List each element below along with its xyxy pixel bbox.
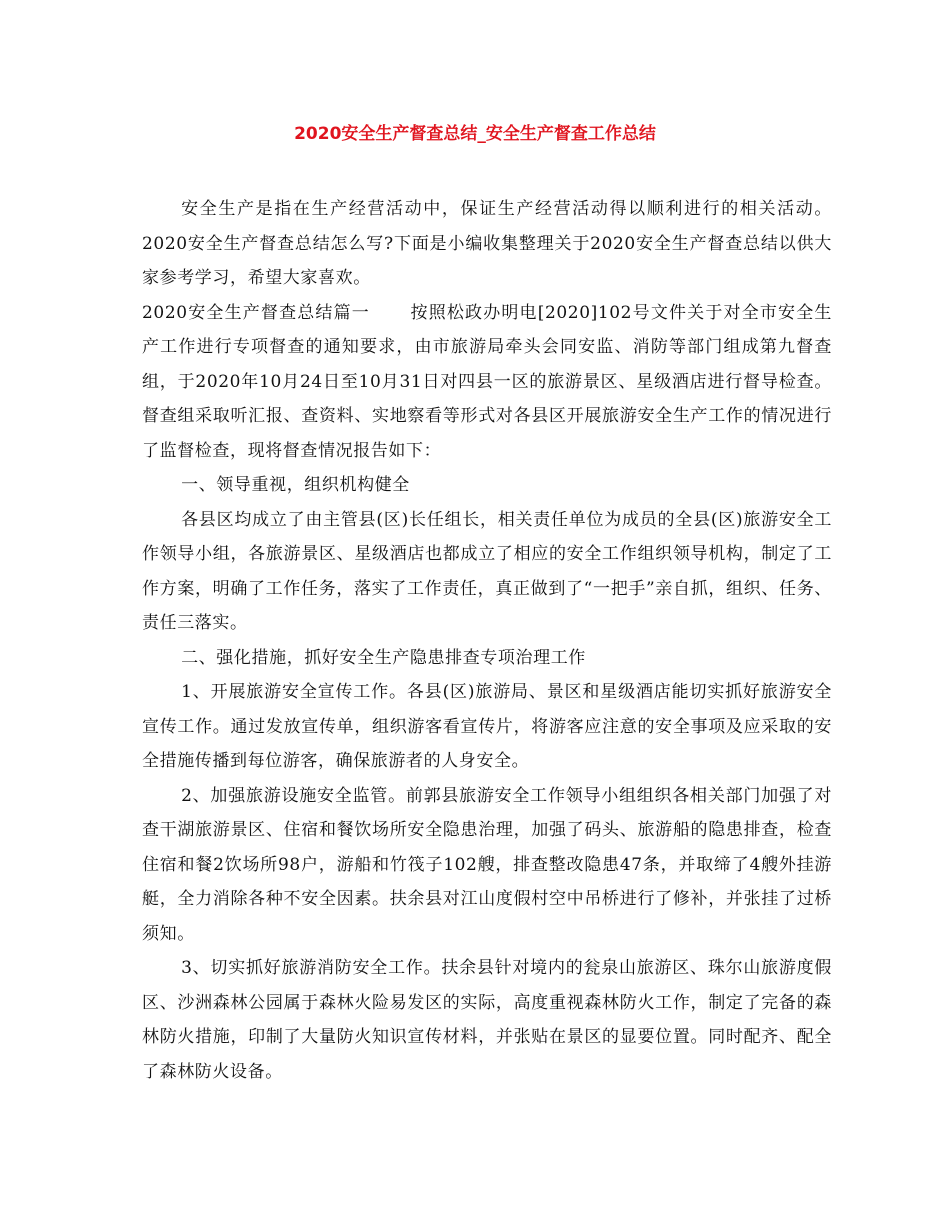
section-lead: 2020安全生产督查总结篇一 bbox=[142, 302, 370, 323]
paragraph-item-3: 3、切实抓好旅游消防安全工作。扶余县针对境内的瓮泉山旅游区、珠尔山旅游度假区、沙洲森林公园属于森林火险易发区的实际，高度重视森林防火工作，制定了完备的森林防火措施，印制了大量防火知识宣传材料，并张贴在景区的显要位置。同时配齐、配全了森林防火设备。 bbox=[142, 958, 832, 1082]
section-one-text: 按照松政办明电[2020]102号文件关于对全市安全生产工作进行专项督查的通知要求，由市旅游局牵头会同安监、消防等部门组成第九督查组，于2020年10月24日至10月31日对四县一区的旅游景区、星级酒店进行督导检查。督查组采取听汇报、查资料、实地察看等形式对各县区开展旅游安全生产工作的情况进行了监督检查，现将督查情况报告如下： bbox=[142, 302, 832, 461]
section-one-paragraph bbox=[142, 296, 832, 469]
heading-two: 二、强化措施，抓好安全生产隐患排查专项治理工作 bbox=[181, 647, 586, 668]
heading-one: 一、领导重视，组织机构健全 bbox=[181, 475, 410, 495]
document-body bbox=[142, 192, 832, 1089]
paragraph-item-2: 2、加强旅游设施安全监管。前郭县旅游安全工作领导小组组织各相关部门加强了对查干湖旅游景区、住宿和餐饮场所安全隐患治理，加强了码头、旅游船的隐患排查，检查住宿和餐2饮场所98户，游船和竹筏子102艘，排查整改隐患47条，并取缔了4艘外挂游艇，全力消除各种不安全因素。扶余县对江山度假村空中吊桥进行了修补，并张挂了过桥须知。 bbox=[142, 785, 832, 944]
intro-paragraph: 安全生产是指在生产经营活动中，保证生产经营活动得以顺利进行的相关活动。2020安全生产督查总结怎么写?下面是小编收集整理关于2020安全生产督查总结以供大家参考学习，希望大家喜欢。 bbox=[142, 199, 832, 288]
document-title: 2020安全生产督查总结_安全生产督查工作总结 bbox=[294, 124, 656, 144]
paragraph-item-1: 1、开展旅游安全宣传工作。各县(区)旅游局、景区和星级酒店能切实抓好旅游安全宣传工作。通过发放宣传单，组织游客看宣传片，将游客应注意的安全事项及应采取的安全措施传播到每位游客，确保旅游者的人身安全。 bbox=[142, 682, 832, 771]
paragraph-leadership: 各县区均成立了由主管县(区)长任组长，相关责任单位为成员的全县(区)旅游安全工作领导小组，各旅游景区、星级酒店也都成立了相应的安全工作组织领导机构，制定了工作方案，明确了工作任务，落实了工作责任，真正做到了“一把手”亲自抓，组织、任务、责任三落实。 bbox=[142, 509, 832, 633]
